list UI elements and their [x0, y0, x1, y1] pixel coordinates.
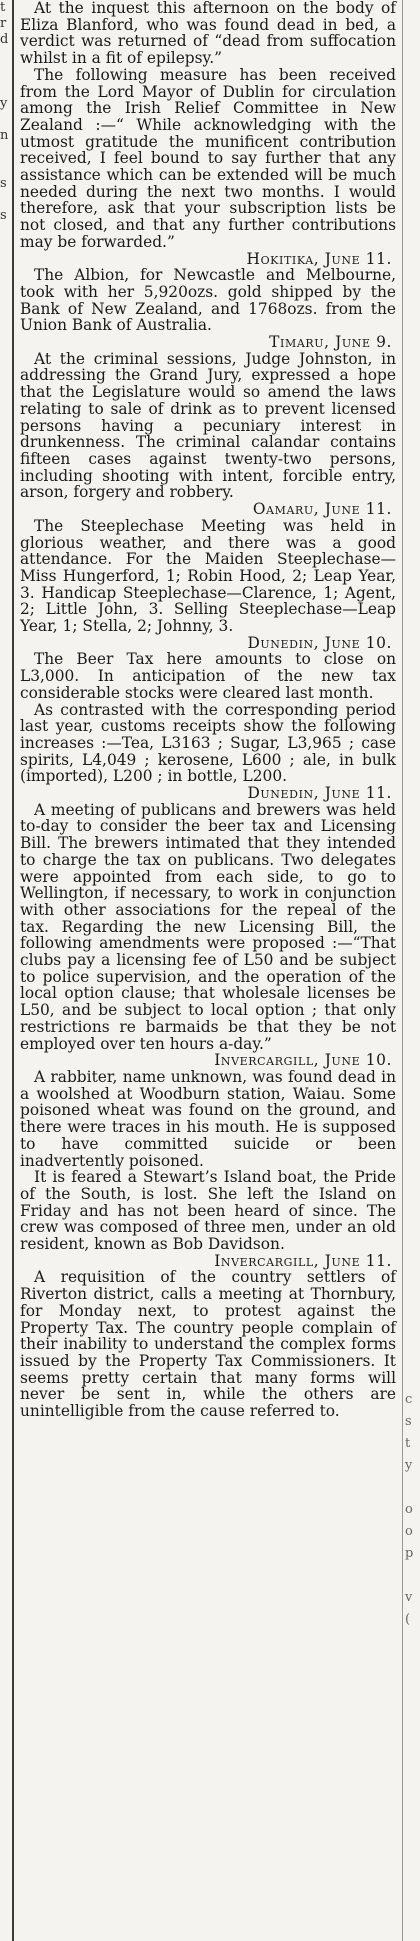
dateline: Invercargill, June 11.: [214, 1251, 392, 1270]
gutter-char: [0, 112, 10, 128]
gutter-char: [0, 144, 10, 160]
paragraph: The Beer Tax here amounts to close on L3,000. In anticipation of the new tax considerable stocks were cleared last month.: [20, 650, 396, 702]
gutter-char: v: [405, 1590, 413, 1605]
column-rule-right: [402, 0, 403, 1941]
gutter-char: o: [405, 1524, 413, 1539]
dateline: Invercargill, June 10.: [214, 1051, 392, 1070]
gutter-char: [0, 80, 10, 96]
paragraph: A rabbiter, name unknown, was found dead in a woolshed at Woodburn station, Waiau. Some poisoned wheat was found on the ground, and there were traces in his mouth. He is supposed to have committed suicide or been inadvertently poisoned.: [20, 1068, 396, 1170]
gutter-char: y: [0, 96, 8, 111]
left-column-fragment: [0, 0, 10, 1941]
gutter-char: o: [405, 1502, 413, 1517]
paragraph: It is feared a Stewart’s Island boat, the Pride of the South, is lost. She left the Island on Friday and has not been heard of since. The crew was composed of three men, under an old resident, known as Bob Davidson.: [20, 1168, 396, 1254]
news-item: [20, 334, 396, 501]
paragraph: The Steeplechase Meeting was held in glorious weather, and there was a good attendance. For the Maiden Steeplechase—Miss Hungerford, 1; Robin Hood, 2; Leap Year, 3. Handicap Steeplechase—Clarence, 1; Agent, 2; Little John, 3. Selling Steeplechase—Leap Year, 1; Stella, 2; Johnny, 3.: [20, 516, 396, 636]
news-item: [20, 1052, 396, 1252]
gutter-char: [405, 1566, 419, 1588]
paragraph: The Albion, for Newcastle and Melbourne, took with her 5,920ozs. gold shipped by the Bank of New Zealand, and 1768ozs. from the Union Bank of Australia.: [20, 266, 396, 335]
dateline: Dunedin, June 10.: [247, 633, 392, 652]
news-item: [20, 501, 396, 635]
column-rule-left: [12, 0, 14, 1941]
gutter-char: [405, 1478, 419, 1500]
gutter-char: n: [0, 128, 9, 143]
dateline: Dunedin, June 11.: [247, 784, 392, 803]
gutter-char: p: [405, 1546, 414, 1561]
gutter-char: d: [0, 32, 9, 47]
news-item: [20, 251, 396, 335]
gutter-char: t: [0, 0, 6, 15]
gutter-char: [0, 48, 10, 64]
news-item: [20, 785, 396, 1052]
gutter-char: c: [405, 1392, 413, 1407]
gutter-char: [0, 64, 10, 80]
gutter-char: s: [0, 176, 7, 191]
gutter-char: t: [405, 1436, 411, 1451]
news-item: [20, 635, 396, 785]
news-item: [20, 0, 396, 251]
gutter-char: [0, 160, 10, 176]
gutter-char: r: [0, 16, 7, 31]
gutter-char: y: [405, 1458, 413, 1473]
paragraph: As contrasted with the corresponding period last year, customs receipts show the following increases :—Tea, L3163 ; Sugar, L3,965 ; case spirits, L4,049 ; kerosene, L600 ; ale, in bulk (imported), L200 ; in bottle, L200.: [20, 700, 396, 786]
dateline: Timaru, June 9.: [269, 333, 392, 352]
gutter-char: s: [405, 1414, 412, 1429]
paragraph: The following measure has been received from the Lord Mayor of Dublin for circulation among the Irish Relief Committee in New Zealand :—“ While acknowledging with the utmost gratitude the munificent contribution received, I feel bound to say further that any assistance which can be extended will be much needed during the next two months. I would therefore, ask that your subscription lists be not closed, and that any further contributions may be forwarded.”: [20, 65, 396, 251]
gutter-char: (: [405, 1612, 411, 1627]
paragraph: At the inquest this afternoon on the body of Eliza Blanford, who was found dead in bed, a verdict was returned of “dead from suffocation whilst in a fit of epilepsy.”: [20, 0, 396, 68]
news-column: [20, 0, 396, 1420]
paragraph: At the criminal sessions, Judge Johnston, in addressing the Grand Jury, expressed a hope that the Legislature would so amend the laws relating to sale of drink as to prevent licensed persons having a pecuniary interest in drunkenness. The criminal calandar contains fifteen cases against twenty-two persons, including shooting with intent, forcible entry, arson, forgery and robbery.: [20, 349, 396, 502]
paragraph: A requisition of the country settlers of Riverton district, calls a meeting at Thornbury, for Monday next, to protest against the Property Tax. The country people complain of their inability to understand the complex forms issued by the Property Tax Commissioners. It seems pretty certain that many forms will never be sent in, while the others are unintelligible from the cause referred to.: [20, 1268, 396, 1421]
news-item: [20, 1253, 396, 1420]
gutter-char: s: [0, 208, 7, 223]
right-column-fragment: [405, 1390, 419, 1632]
dateline: Oamaru, June 11.: [252, 500, 392, 519]
gutter-char: [0, 192, 10, 208]
paragraph: A meeting of publicans and brewers was held to-day to consider the beer tax and Licensing Bill. The brewers intimated that they intended to charge the tax on publicans. Two delegates were appointed from each side, to go to Wellington, if necessary, to work in conjunction with other associations for the repeal of the tax. Regarding the new Licensing Bill, the following amendments were proposed :—“That clubs pay a licensing fee of L50 and be subject to police supervision, and the operation of the local option clause; that wholesale licenses be L50, and be subject to local option ; that only restrictions re barmaids be that they be not employed over ten hours a-day.”: [20, 800, 396, 1053]
dateline: Hokitika, June 11.: [246, 249, 392, 268]
